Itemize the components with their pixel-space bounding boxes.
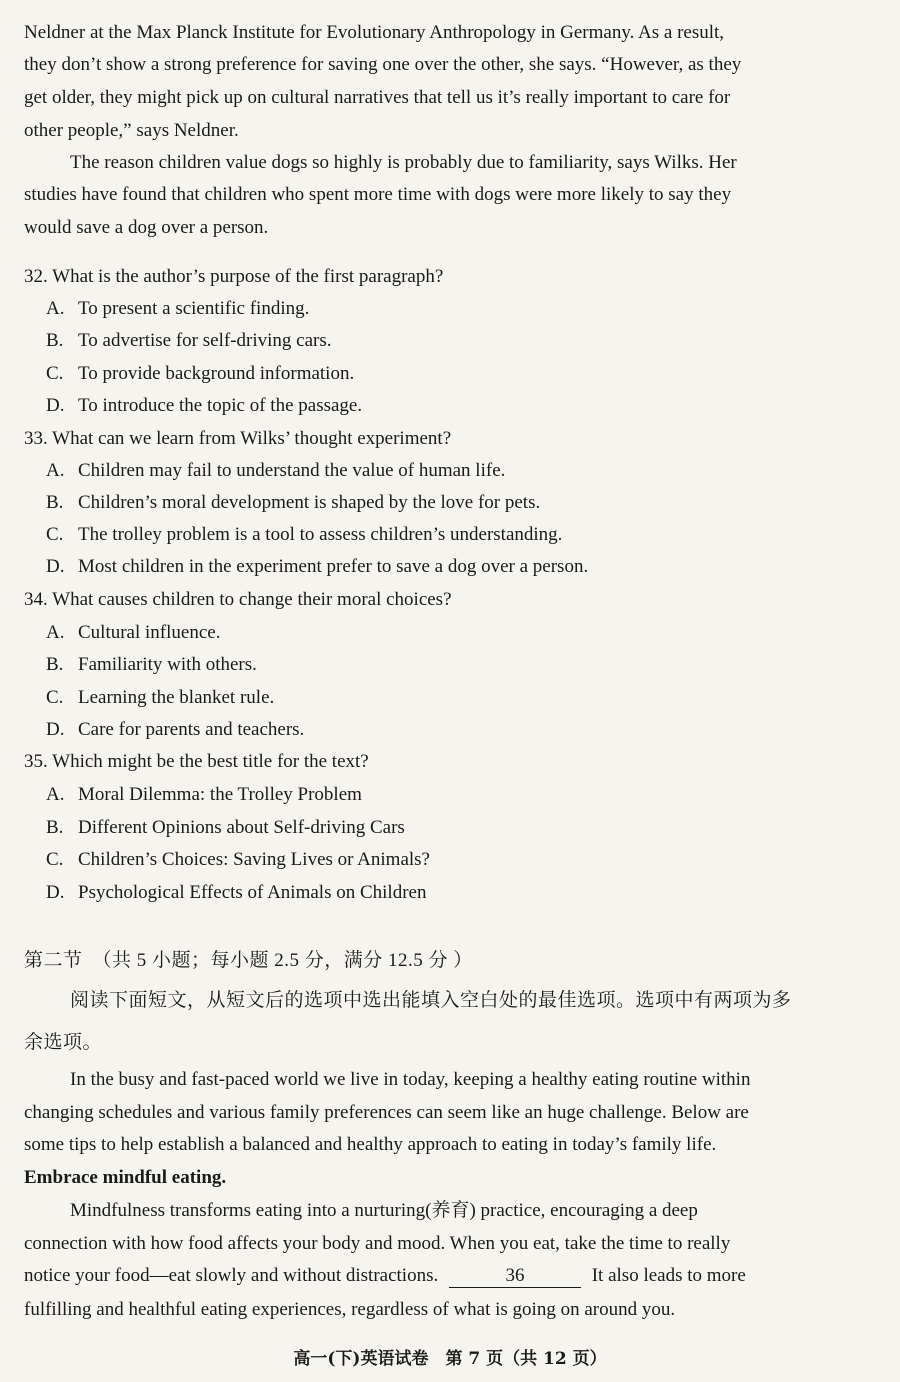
answer-option[interactable]: B. Children’s moral development is shaped by the love for pets. <box>46 492 541 513</box>
answer-option[interactable]: B. Familiarity with others. <box>46 654 257 675</box>
subheading: Embrace mindful eating. <box>24 1167 227 1188</box>
answer-blank[interactable]: 36 <box>449 1265 581 1288</box>
para-line: Mindfulness transforms eating into a nurturing(养育) practice, encouraging a deep <box>70 1200 698 1221</box>
para-line: connection with how food affects your body and mood. When you eat, take the time to really <box>24 1233 731 1254</box>
answer-option[interactable]: C. To provide background information. <box>46 363 355 384</box>
answer-option[interactable]: B. To advertise for self-driving cars. <box>46 330 332 351</box>
passage-line: they don’t show a strong preference for saving one over the other, she says. “However, as they <box>24 54 742 75</box>
answer-option[interactable]: D. Care for parents and teachers. <box>46 719 305 740</box>
answer-option[interactable]: A. To present a scientific finding. <box>46 298 310 319</box>
page-footer: 高一(下)英语试卷 第 7 页（共 12 页） <box>293 1349 607 1369</box>
section-heading: 第二节 （共 5 小题；每小题 2.5 分，满分 12.5 分 ） <box>24 950 473 971</box>
instructions: 余选项。 <box>24 1032 103 1053</box>
para-line-with-blank <box>24 1263 876 1289</box>
passage-line: Neldner at the Max Planck Institute for Evolutionary Anthropology in Germany. As a result, <box>24 22 725 43</box>
answer-option[interactable]: C. Learning the blanket rule. <box>46 687 275 708</box>
passage-line: studies have found that children who spent more time with dogs were more likely to say they <box>24 184 732 205</box>
answer-option[interactable]: C. Children’s Choices: Saving Lives or Animals? <box>46 849 430 870</box>
question-stem: 32. What is the author’s purpose of the first paragraph? <box>24 266 444 287</box>
intro-line: some tips to help establish a balanced and healthy approach to eating in today’s family life. <box>24 1134 717 1155</box>
text-after-blank: It also leads to more <box>591 1265 746 1286</box>
answer-option[interactable]: A. Cultural influence. <box>46 622 221 643</box>
answer-option[interactable]: D. Most children in the experiment prefer to save a dog over a person. <box>46 556 589 577</box>
answer-option[interactable]: D. Psychological Effects of Animals on Children <box>46 882 427 903</box>
passage-line: The reason children value dogs so highly is probably due to familiarity, says Wilks. Her <box>70 152 737 173</box>
answer-option[interactable]: D. To introduce the topic of the passage. <box>46 395 363 416</box>
question-stem: 35. Which might be the best title for the text? <box>24 751 369 772</box>
answer-option[interactable]: A. Children may fail to understand the value of human life. <box>46 460 506 481</box>
passage-line: get older, they might pick up on cultural narratives that tell us it’s really important to care for <box>24 87 731 108</box>
passage-line: other people,” says Neldner. <box>24 120 239 141</box>
passage-line: would save a dog over a person. <box>24 217 269 238</box>
instructions: 阅读下面短文，从短文后的选项中选出能填入空白处的最佳选项。选项中有两项为多 <box>70 990 792 1011</box>
text-before-blank: notice your food—eat slowly and without distractions. <box>24 1265 439 1286</box>
answer-option[interactable]: B. Different Opinions about Self-driving Cars <box>46 817 405 838</box>
question-stem: 34. What causes children to change their moral choices? <box>24 589 452 610</box>
answer-option[interactable]: A. Moral Dilemma: the Trolley Problem <box>46 784 362 805</box>
intro-line: changing schedules and various family preferences can seem like an huge challenge. Below are <box>24 1102 749 1123</box>
para-line: fulfilling and healthful eating experiences, regardless of what is going on around you. <box>24 1299 676 1320</box>
question-stem: 33. What can we learn from Wilks’ thought experiment? <box>24 428 452 449</box>
intro-line: In the busy and fast-paced world we live in today, keeping a healthy eating routine within <box>70 1069 751 1090</box>
answer-option[interactable]: C. The trolley problem is a tool to assess children’s understanding. <box>46 524 563 545</box>
